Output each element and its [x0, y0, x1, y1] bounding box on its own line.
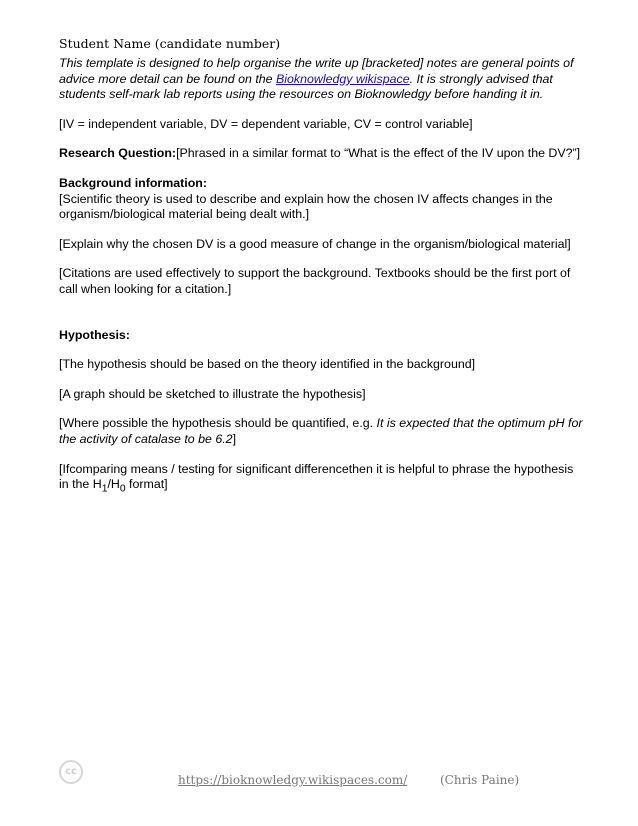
intro-text-after: . It is strongly advised that students self-mark lab reports using the resources on Bioknowledgy before handing it in.: [59, 71, 553, 102]
section-gap: [59, 312, 584, 328]
background-para2: [Explain why the chosen DV is a good measure of change in the organism/biological material]: [59, 236, 571, 251]
hypothesis-label: Hypothesis:: [59, 327, 130, 342]
hypothesis-para3: [59, 416, 584, 447]
background-section: [59, 176, 584, 223]
footer-url-link[interactable]: https://bioknowledgy.wikispaces.com/: [178, 773, 408, 787]
background-para3: [Citations are used effectively to support the background. Textbooks should be the first port of call when looking for a citation.]: [59, 266, 571, 296]
subscript-0: 0: [119, 483, 126, 495]
subscript-1: 1: [101, 483, 108, 495]
research-question-text: [Phrased in a similar format to “What is the effect of the IV upon the DV?”]: [176, 146, 581, 161]
document-body: [59, 56, 584, 511]
hypothesis-para4-after: format]: [125, 477, 168, 492]
intro-paragraph: [59, 56, 584, 103]
hypothesis-slash: /H: [107, 477, 120, 492]
background-label: Background information:: [59, 175, 207, 190]
hypothesis-para3-after: ]: [232, 431, 237, 446]
variables-note: [IV = independent variable, DV = dependent variable, CV = control variable]: [59, 116, 473, 131]
hypothesis-para4: [59, 462, 584, 498]
creative-commons-icon: cc: [59, 760, 83, 784]
hypothesis-para1: [The hypothesis should be based on the theory identified in the background]: [59, 357, 476, 372]
hypothesis-para4-before: [Ifcomparing means / testing for significant differencethen it is helpful to phrase the hypothesis in the H: [59, 461, 574, 492]
bioknowledgy-link[interactable]: Bioknowledgy wikispace: [275, 71, 410, 86]
background-para1: [Scientific theory is used to describe and explain how the chosen IV affects changes in the organism/biological material being dealt with.]: [59, 191, 553, 222]
hypothesis-example: It is expected that the optimum pH for the activity of catalase to be 6.2: [59, 416, 583, 446]
research-question: [59, 146, 584, 162]
hypothesis-para3-before: [Where possible the hypothesis should be quantified, e.g.: [59, 416, 377, 431]
research-question-label: Research Question:: [59, 146, 177, 161]
intro-text-before: This template is designed to help organise the write up [bracketed] notes are general points of advice more detail can be found on the: [59, 56, 574, 86]
hypothesis-para2: [A graph should be sketched to illustrate the hypothesis]: [59, 386, 366, 401]
student-name-heading: Student Name (candidate number): [59, 36, 281, 51]
footer-author: (Chris Paine): [440, 773, 520, 787]
